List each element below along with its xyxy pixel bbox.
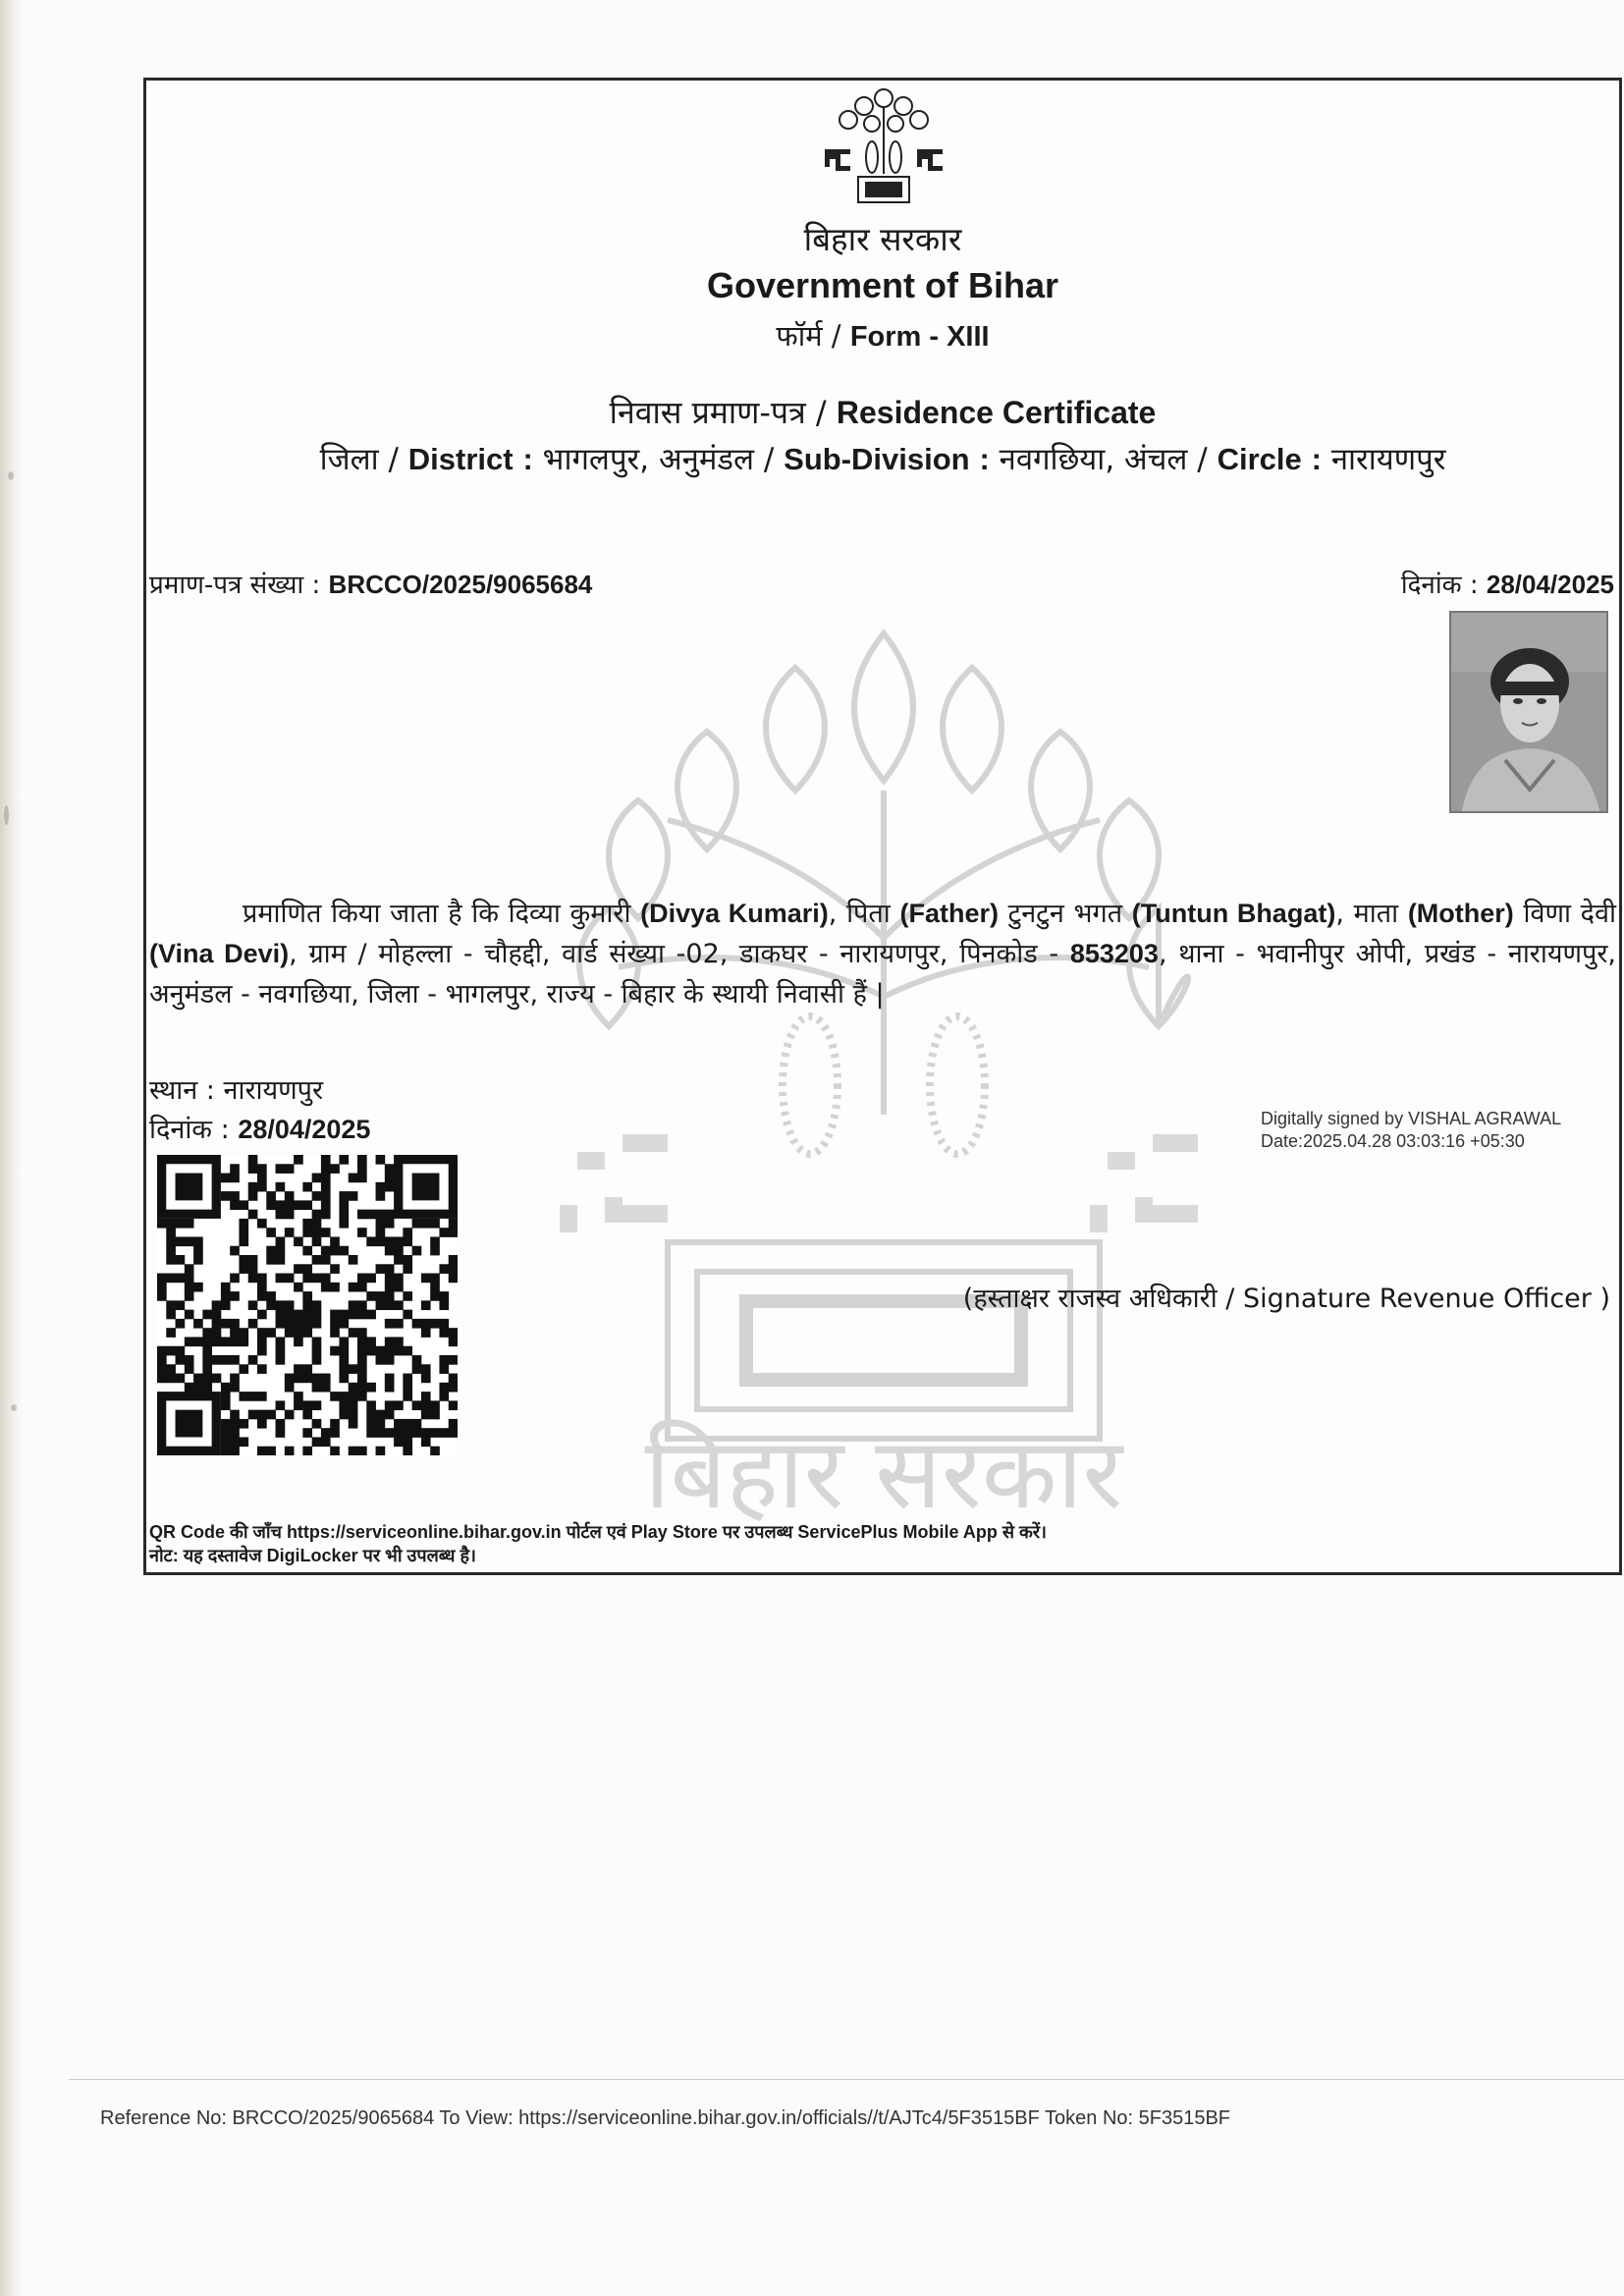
subdivision-hindi: अनुमंडल [658,442,754,477]
scan-speck [8,471,14,480]
qr-note-line-1: QR Code की जाँच https://serviceonline.bihar.gov.in पोर्टल एवं Play Store पर उपलब्ध ServicePlus Mobile App से करें। [149,1522,1047,1542]
address-part-1: ग्राम / मोहल्ला - चौहद्दी, वार्ड संख्या -02, डाकघर - नारायणपुर, पिनकोड - [308,939,1059,969]
bodhi-tree-watermark-icon [550,624,1218,1527]
circle-hindi: अंचल [1124,442,1188,477]
scan-edge [0,0,22,2296]
pincode: 853203 [1069,939,1159,968]
form-hindi: फॉर्म [776,319,823,353]
district-value: भागलपुर [542,442,640,477]
circle-value: नारायणपुर [1330,442,1446,477]
signature-label: (हस्ताक्षर राजस्व अधिकारी / Signature Revenue Officer ) [962,1284,1610,1314]
father-name-english: (Tuntun Bhagat) [1131,899,1336,928]
scan-speck [4,805,9,825]
subdivision-value: नवगछिया [999,442,1106,477]
sign-date-value: 28/04/2025 [238,1115,371,1144]
form-number: फॉर्म / Form - XIII [776,319,990,353]
issue-date-value: 28/04/2025 [1486,570,1614,599]
watermark-text: बिहार सरकार [644,1416,1123,1527]
certificate-number-label: प्रमाण-पत्र संख्या [149,571,304,600]
digital-signature-date: Date:2025.04.28 03:03:16 +05:30 [1261,1131,1525,1151]
bihar-emblem-icon [819,81,948,210]
form-english: Form - XIII [849,321,990,353]
district-hindi: जिला [319,442,379,477]
mother-name-hindi: विणा देवी [1523,899,1617,929]
qr-code-icon[interactable] [157,1155,458,1455]
certificate-title-hindi: निवास प्रमाण-पत्र [609,394,806,431]
person-photo-icon [1451,613,1608,813]
certificate-title: निवास प्रमाण-पत्र / Residence Certificate [609,394,1157,431]
issue-date-label: दिनांक [1400,571,1462,600]
certificate-title-english: Residence Certificate [836,395,1157,430]
body-intro: प्रमाणित किया जाता है कि दिव्या कुमारी [243,899,631,929]
digital-signature [1261,1108,1561,1153]
mother-label: (Mother) [1407,899,1514,928]
reference-footer: Reference No: BRCCO/2025/9065684 To View: https://serviceonline.bihar.gov.in/officials//t/AJTc4/5F3515BF Token No: 5F3515BF [100,2107,1231,2129]
certificate-number: प्रमाण-पत्र संख्या : BRCCO/2025/9065684 [149,570,593,600]
qr-verification-note [149,1520,1047,1567]
digital-signature-signer: Digitally signed by VISHAL AGRAWAL [1261,1109,1562,1128]
place-label: स्थान [149,1075,198,1106]
father-name-hindi: टुनटुन भगत [1007,899,1123,929]
place: स्थान : नारायणपुर [149,1075,324,1106]
scan-speck [11,1404,17,1411]
mother-label-hindi: माता [1353,899,1399,929]
issue-date: दिनांक : 28/04/2025 [1400,570,1614,600]
mother-name-english: (Vina Devi) [149,939,290,968]
sign-date-label: दिनांक [149,1115,213,1145]
location-line: जिला / District : भागलपुर, अनुमंडल / Sub-Division : नवगछिया, अंचल / Circle : नारायणपुर [319,442,1446,477]
circle-label: Circle [1217,442,1302,476]
sign-date: दिनांक : 28/04/2025 [149,1115,371,1145]
applicant-photo [1449,611,1608,813]
applicant-name-english: (Divya Kumari) [640,899,829,928]
certificate-number-value: BRCCO/2025/9065684 [328,570,593,599]
footer-divider [69,2079,1624,2080]
father-label-hindi: पिता [846,899,891,929]
address-part-2: थाना - भवानीपुर ओपी, प्रखंड - नारायणपुर, अनुमंडल - नवगछिया, जिला - भागलपुर, राज्य - बिहार के स्थायी निवासी हैं | [149,939,1616,1010]
place-value: नारायणपुर [223,1075,324,1106]
government-title: Government of Bihar [706,265,1059,305]
district-label: District [407,442,514,476]
state-name-hindi: बिहार सरकार [803,220,962,258]
qr-note-line-2: नोट: यह दस्तावेज DigiLocker पर भी उपलब्ध है। [149,1546,476,1565]
subdivision-label: Sub-Division [784,442,970,476]
father-label: (Father) [899,899,999,928]
certificate-body: प्रमाणित किया जाता है कि दिव्या कुमारी (Divya Kumari), पिता (Father) टुनटुन भगत (Tuntun Bhagat), माता (Mother) विणा देवी (Vina Devi), ग्राम / मोहल्ला - चौहद्दी, वार्ड संख्या -02, डाकघर - नारायणपुर, पिनकोड - 853203, थाना - भवानीपुर ओपी, प्रखंड - नारायणपुर, अनुमंडल - नवगछिया, जिला - भागलपुर, राज्य - बिहार के स्थायी निवासी हैं | [149,899,1617,1010]
